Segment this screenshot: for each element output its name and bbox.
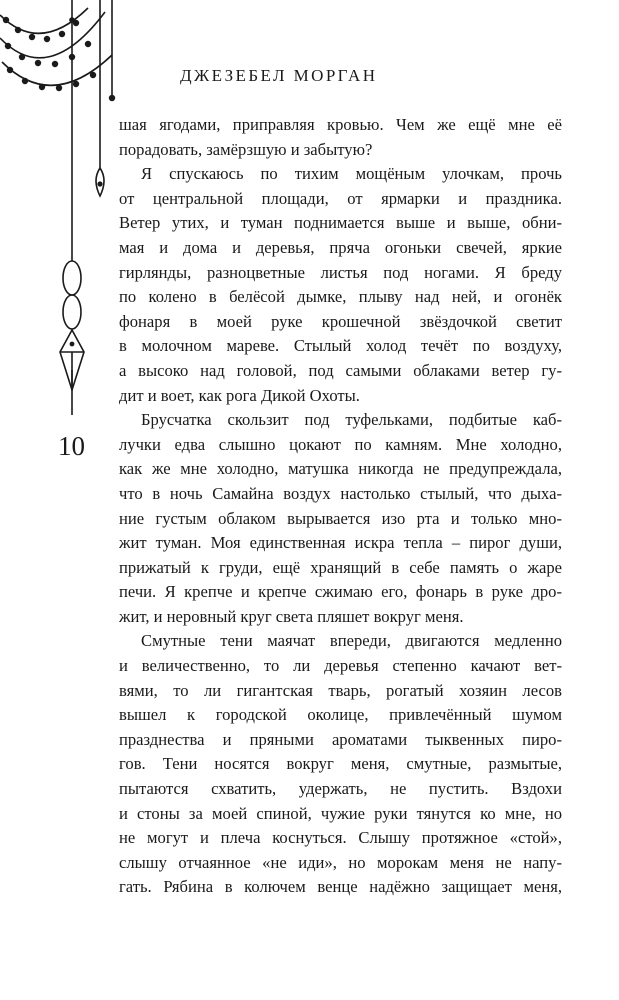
text-line: пытаются схватить, удержать, не пустить. Вздохи xyxy=(119,779,562,799)
paragraph xyxy=(119,629,562,900)
text-line: лучки едва слышно цокают по камням. Мне холодно, xyxy=(119,434,562,454)
text-line: гов. Тени носятся вокруг меня, смутные, размытые, xyxy=(119,754,562,774)
paragraph xyxy=(119,113,562,162)
text-line: печи. Я крепче и крепче сжимаю его, фонарь в руке дро- xyxy=(119,582,562,602)
text-line: вышел к городской околице, привлечённый шумом xyxy=(119,705,562,725)
text-line: и величественно, то ли деревья степенно качают вет- xyxy=(119,656,562,676)
text-line: от центральной площади, от ярмарки и праздника. xyxy=(119,188,562,208)
text-line: гать. Рябина в колючем венце надёжно защищает меня, xyxy=(119,877,562,897)
paragraph xyxy=(119,408,562,629)
text-line: дит и воет, как рога Дикой Охоты. xyxy=(119,385,360,405)
text-line: по колено в белёсой дымке, плыву над ней, и огонёк xyxy=(119,287,562,307)
text-line: шая ягодами, приправляя кровью. Чем же ещё мне её xyxy=(119,115,562,134)
hanging-beads-ornament-icon xyxy=(0,0,130,430)
text-line: ние густым облаком вырывается изо рта и только мно- xyxy=(119,508,562,528)
body-text xyxy=(119,113,562,900)
text-line: в молочном мареве. Стылый холод течёт по воздуху, xyxy=(119,336,562,356)
text-line: вями, то ли гигантская тварь, рогатый хозяин лесов xyxy=(119,680,562,700)
text-line: что в ночь Самайна воздух настолько стылый, что дыха- xyxy=(119,483,562,503)
text-line: слышу отчаянное «не иди», но морокам меня не напу- xyxy=(119,852,562,872)
text-line: как же мне холодно, матушка никогда не предупреждала, xyxy=(119,459,562,479)
text-line: а высоко над головой, под самыми облаками ветер гу- xyxy=(119,360,562,380)
text-line: порадовать, замёрзшую и забытую? xyxy=(119,139,373,159)
text-line: Смутные тени маячат впереди, двигаются медленно xyxy=(141,631,562,651)
page-number: 10 xyxy=(58,431,85,461)
text-line: Ветер утих, и туман поднимается выше и выше, обни- xyxy=(119,213,562,233)
text-line: Брусчатка скользит под туфельками, подбитые каб- xyxy=(141,410,562,430)
text-line: и стоны за моей спиной, чужие руки тянутся ко мне, но xyxy=(119,803,562,823)
text-line: гирлянды, разноцветные листья под ногами. Я бреду xyxy=(119,262,562,282)
text-line: празднества и пряными ароматами тыквенных пиро- xyxy=(119,729,562,749)
text-line: жит, и неровный круг света пляшет вокруг меня. xyxy=(119,606,464,626)
running-head: ДЖЕЗЕБЕЛ МОРГАН xyxy=(180,66,378,85)
text-line: фонаря в моей руке крошечной звёздочкой светит xyxy=(119,311,562,331)
text-line: мая и дома и деревья, пряча огоньки свечей, яркие xyxy=(119,237,562,257)
text-line: не могут и плеча коснуться. Слышу протяжное «стой», xyxy=(119,828,562,848)
text-line: Я спускаюсь по тихим мощёным улочкам, прочь xyxy=(141,164,562,184)
text-line: жит туман. Моя единственная искра тепла – пирог души, xyxy=(119,533,562,553)
paragraph xyxy=(119,162,562,408)
text-line: прижатый к груди, ещё хранящий в себе память о жаре xyxy=(119,557,562,577)
